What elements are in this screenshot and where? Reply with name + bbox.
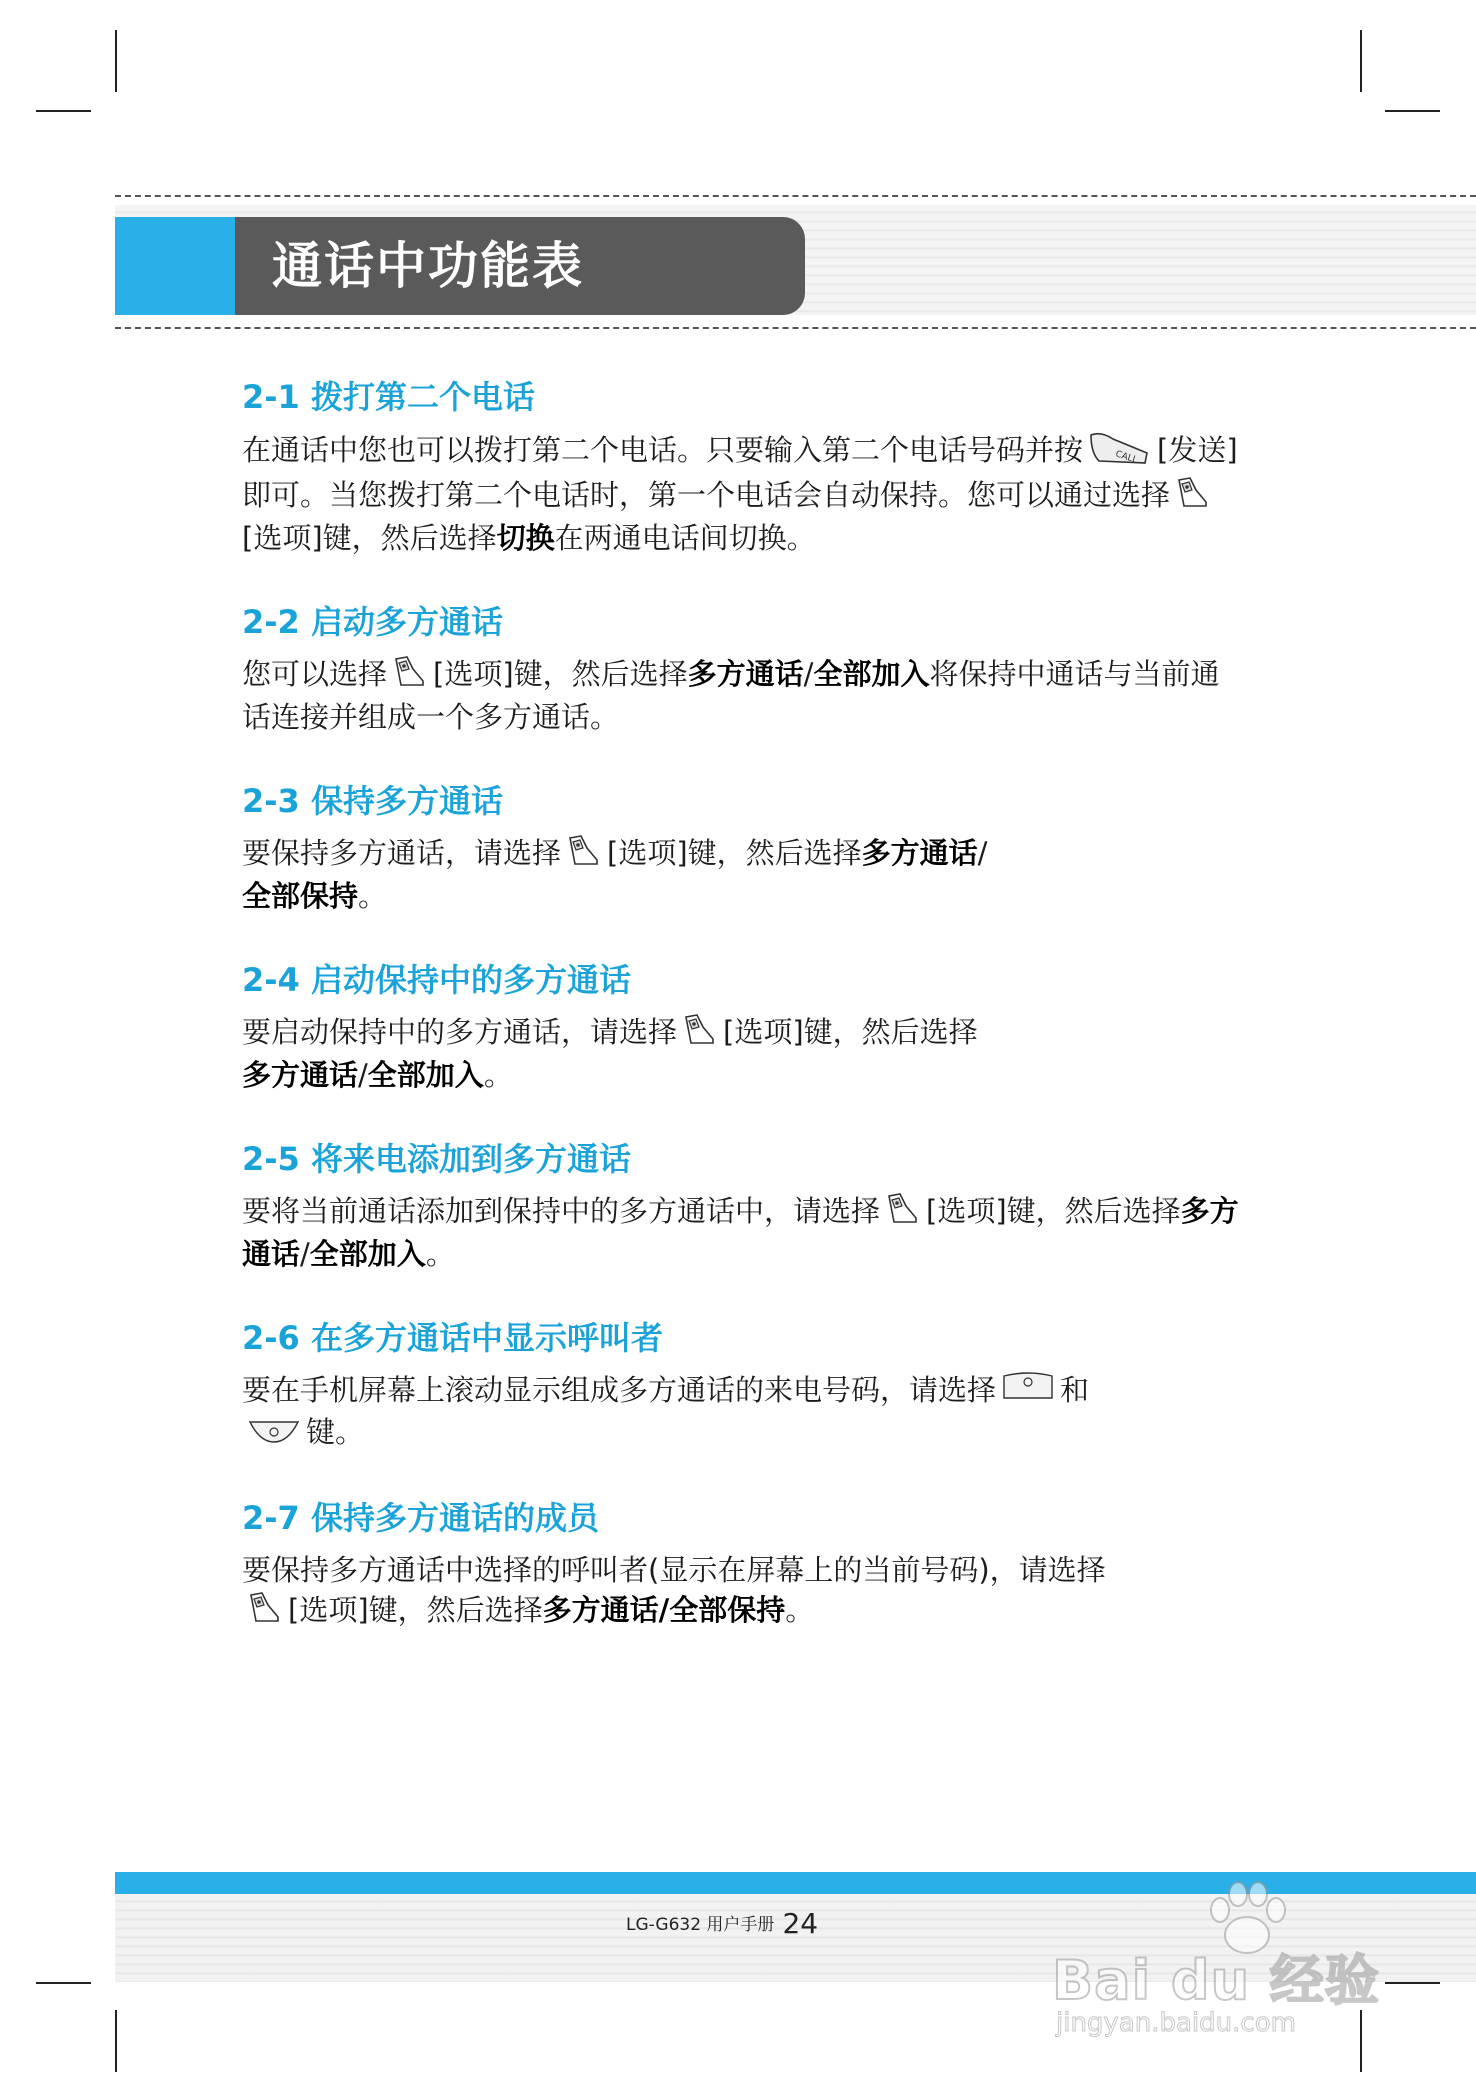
section-body: 要保持多方通话中选择的呼叫者(显示在屏幕上的当前号码)，请选择 [选项]键，然后选择多方通话/全部保持。 bbox=[242, 1550, 1242, 1633]
section-title: 2-4 启动保持中的多方通话 bbox=[242, 961, 631, 999]
section-4 bbox=[242, 958, 1242, 1095]
nav-up-key-icon bbox=[1002, 1372, 1054, 1412]
section-title: 2-5 将来电添加到多方通话 bbox=[242, 1140, 631, 1178]
menu-term: 多方通话 bbox=[242, 1194, 1239, 1271]
watermark-url: jingyan.baidu.com bbox=[1056, 2008, 1296, 2038]
crop-mark bbox=[1360, 30, 1362, 92]
menu-term: 多方通话 bbox=[242, 1058, 359, 1092]
crop-mark bbox=[36, 110, 91, 112]
section-title: 2-1 拨打第二个电话 bbox=[242, 378, 535, 416]
options-key-icon bbox=[886, 1192, 920, 1234]
svg-text:CALL: CALL bbox=[1114, 449, 1139, 465]
options-key-icon bbox=[567, 834, 601, 876]
section-title: 2-3 保持多方通话 bbox=[242, 782, 503, 820]
section-6 bbox=[242, 1316, 1242, 1454]
manual-name: LG-G632 用户手册 bbox=[626, 1915, 775, 1935]
section-body: 要保持多方通话，请选择 [选项]键，然后选择多方通话/ 全部保持。 bbox=[242, 836, 988, 913]
menu-term: 全部保持 bbox=[242, 879, 359, 913]
section-body: 要在手机屏幕上滚动显示组成多方通话的来电号码，请选择 和 键。 bbox=[242, 1370, 1242, 1454]
menu-term: 多方通话 bbox=[687, 657, 804, 691]
section-title: 2-7 保持多方通话的成员 bbox=[242, 1499, 599, 1537]
call-key-icon bbox=[1089, 429, 1151, 475]
menu-term: 全部加入 bbox=[309, 1237, 426, 1271]
section-title: 2-2 启动多方通话 bbox=[242, 603, 503, 641]
options-key-icon bbox=[393, 655, 427, 697]
section-1 bbox=[242, 375, 1242, 558]
section-7 bbox=[242, 1496, 1242, 1633]
crop-mark bbox=[115, 2010, 117, 2072]
section-body: 在通话中您也可以拨打第二个电话。只要输入第二个电话号码并按 CALL [发送]即可。当您拨打第二个电话时，第一个电话会自动保持。您可以通过选择[选项]键，然后选择切换在两通电话间切换。 bbox=[242, 429, 1242, 558]
menu-term: 全部加入 bbox=[367, 1058, 484, 1092]
options-key-icon bbox=[248, 1591, 282, 1633]
page-title: 通话中功能表 bbox=[272, 237, 584, 295]
header-dashed-line-top bbox=[115, 195, 1476, 197]
menu-term: 多方通话/全部保持 bbox=[542, 1593, 786, 1627]
section-body: 要启动保持中的多方通话，请选择 [选项]键，然后选择 多方通话/全部加入。 bbox=[242, 1015, 978, 1092]
section-body: 您可以选择 [选项]键，然后选择多方通话/全部加入将保持中通话与当前通话连接并组成一个多方通话。 bbox=[242, 657, 1220, 734]
content-area bbox=[242, 375, 1242, 1675]
baidu-watermark bbox=[1052, 1880, 1382, 2040]
section-3 bbox=[242, 779, 1242, 916]
section-title: 2-6 在多方通话中显示呼叫者 bbox=[242, 1319, 663, 1357]
crop-mark bbox=[115, 30, 117, 92]
header-dashed-line-bottom bbox=[115, 327, 1476, 329]
menu-term: 切换 bbox=[496, 521, 555, 555]
section-2 bbox=[242, 600, 1242, 737]
options-key-icon bbox=[683, 1013, 717, 1055]
menu-term: 多方通话 bbox=[861, 836, 978, 870]
crop-mark bbox=[1385, 110, 1440, 112]
watermark-logo-text: Bai du 经验 bbox=[1052, 1949, 1380, 2012]
menu-term: 全部加入 bbox=[813, 657, 930, 691]
crop-mark bbox=[36, 1982, 91, 1984]
nav-down-key-icon bbox=[248, 1414, 300, 1454]
crop-mark bbox=[1385, 1982, 1440, 1984]
section-body: 要将当前通话添加到保持中的多方通话中，请选择 [选项]键，然后选择多方通话/全部加入。 bbox=[242, 1194, 1239, 1271]
header-accent-block bbox=[115, 217, 245, 315]
page-number: 24 bbox=[782, 1907, 819, 1940]
footer-label bbox=[626, 1904, 818, 1944]
options-key-icon bbox=[1176, 476, 1210, 518]
section-5 bbox=[242, 1137, 1242, 1274]
